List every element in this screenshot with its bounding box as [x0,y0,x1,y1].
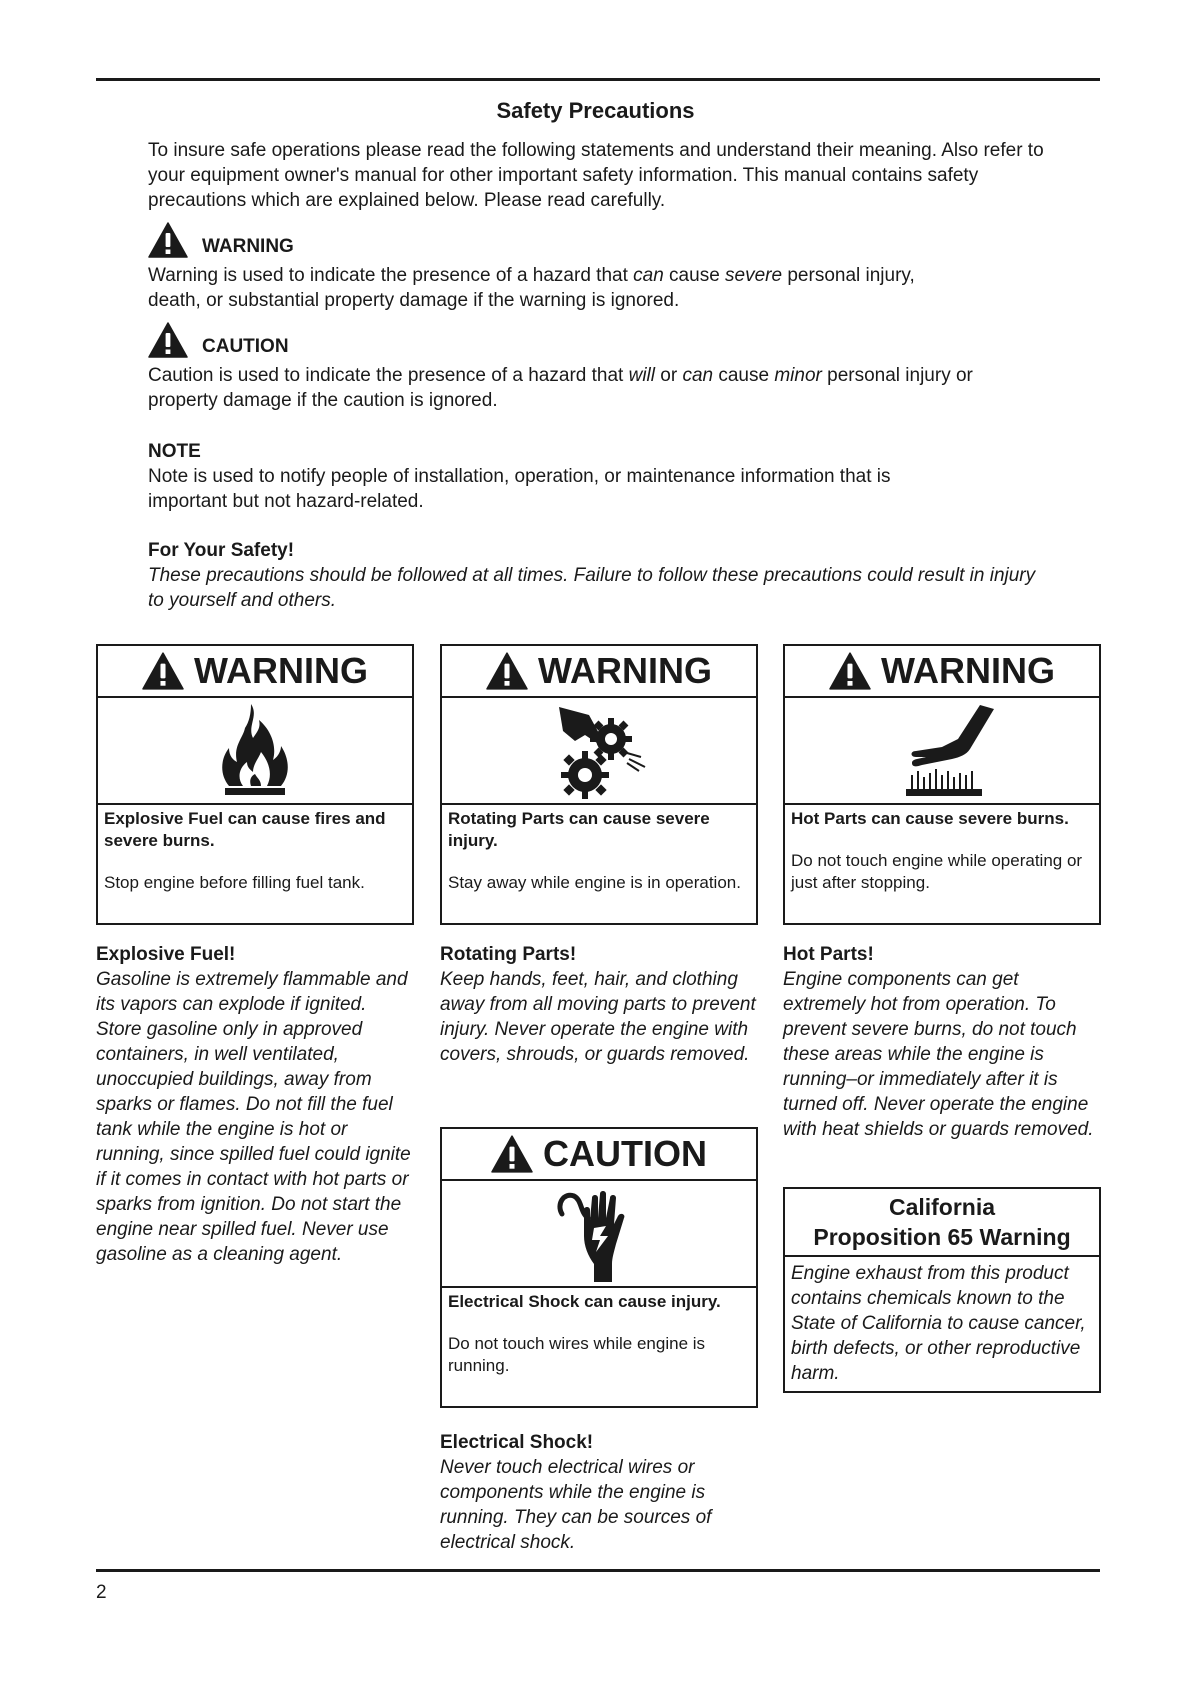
warning-def-part: personal injury, death, or substantial property damage if the warning is ignored. [148,265,915,311]
warning-sign-explosive-fuel [96,644,414,925]
intro-paragraph: To insure safe operations please read the following statements and understand their meaning. Also refer to your equipment owner's manual for other important safety information. This manual contains safety precautions which are explained below. Please read carefully. [148,140,1044,211]
detail-text: Engine components can get extremely hot from operation. To prevent severe burns, do not touch these areas while the engine is running–or immediately after it is turned off. Never operate the engine with heat shields or guards removed. [783,969,1094,1140]
detail-hot-parts [783,942,1103,1142]
warning-def-emphasis: severe [725,265,783,286]
sign-header-label: WARNING [881,650,1055,691]
sign-pictogram [785,698,1099,805]
alert-triangle-icon [142,652,184,690]
caution-def-part: or [654,365,683,386]
detail-heading: Electrical Shock! [440,1432,594,1453]
caution-def-part: Caution is used to indicate the presence of a hazard that [148,365,629,386]
sign-header [98,646,412,698]
caution-def-emphasis: will [628,365,655,386]
california-prop65-title [785,1189,1099,1257]
rotating-gears-icon [549,701,649,801]
sign-bold-text: Electrical Shock can cause injury. [448,1292,721,1311]
caution-def-part: cause [713,365,775,386]
sign-bold-text: Rotating Parts can cause severe injury. [448,809,710,850]
sign-text [442,805,756,898]
caution-definition-heading [148,322,289,358]
warning-definition-text [148,263,968,313]
safety-label: For Your Safety! [148,540,295,561]
caution-alert-icon [148,322,188,358]
detail-rotating-parts [440,942,758,1067]
warning-label: WARNING [202,236,294,257]
page-title: Safety Precautions [496,98,695,123]
caution-def-part: personal injury or property damage if the caution is ignored. [148,365,973,411]
california-title-line: California [888,1194,996,1220]
alert-triangle-icon [829,652,871,690]
detail-text: Never touch electrical wires or components while the engine is running. They can be sources of electrical shock. [440,1457,712,1553]
detail-text: Gasoline is extremely flammable and its vapors can explode if ignited. Store gasoline only in approved containers, in well ventilated, unoccupied buildings, away from sparks or flames. Do not fill the fuel tank while the engine is hot or running, since spilled fuel could ignite if it comes in contact with hot parts or sparks from ignition. Do not start the engine near spilled fuel. Never use gasoline as a cleaning agent. [96,969,411,1265]
sign-instruction: Stop engine before filling fuel tank. [104,873,365,892]
california-prop65-box [783,1187,1101,1393]
caution-sign-electrical-shock [440,1127,758,1408]
sign-instruction: Do not touch engine while operating or just after stopping. [791,851,1083,892]
top-rule [96,78,1100,81]
flame-icon [215,702,295,800]
alert-triangle-icon [486,652,528,690]
detail-text: Keep hands, feet, hair, and clothing away from all moving parts to prevent injury. Never operate the engine with covers, shrouds, or guards removed. [440,969,756,1065]
detail-heading: Explosive Fuel! [96,944,236,965]
sign-pictogram [442,1181,756,1288]
sign-header-label: WARNING [194,650,368,691]
warning-definition-heading [148,222,294,258]
safety-text: These precautions should be followed at all times. Failure to follow these precautions could result in injury to yourself and others. [148,565,1036,611]
detail-heading: Hot Parts! [783,944,874,965]
detail-explosive-fuel [96,942,414,1267]
note-text: Note is used to notify people of installation, operation, or maintenance information that is important but not hazard-related. [148,466,891,512]
sign-pictogram [442,698,756,805]
warning-def-part: Warning is used to indicate the presence of a hazard that [148,265,634,286]
detail-electrical-shock [440,1430,758,1555]
warning-def-part: cause [663,265,726,286]
sign-text [785,805,1099,898]
warning-sign-hot-parts [783,644,1101,925]
sign-bold-text: Explosive Fuel can cause fires and severe burns. [104,809,386,850]
caution-def-emphasis: can [682,365,714,386]
warning-def-emphasis: can [633,265,664,286]
page-number: 2 [96,1582,107,1603]
sign-instruction: Stay away while engine is in operation. [448,873,741,892]
caution-label: CAUTION [202,336,289,357]
sign-bold-text: Hot Parts can cause severe burns. [791,809,1069,828]
sign-header [442,646,756,698]
caution-definition-text [148,363,998,413]
sign-text [442,1288,756,1381]
alert-triangle-icon [491,1135,533,1173]
sign-header [442,1129,756,1181]
detail-heading: Rotating Parts! [440,944,577,965]
california-title-line: Proposition 65 Warning [813,1224,1071,1250]
note-label: NOTE [148,441,201,462]
sign-text [98,805,412,898]
warning-sign-rotating-parts [440,644,758,925]
warning-alert-icon [148,222,188,258]
electric-shock-icon [554,1184,644,1284]
sign-header [785,646,1099,698]
sign-pictogram [98,698,412,805]
bottom-rule [96,1569,1100,1572]
sign-header-label: WARNING [538,650,712,691]
caution-def-emphasis: minor [774,365,822,386]
sign-instruction: Do not touch wires while engine is running. [448,1334,706,1375]
california-prop65-text: Engine exhaust from this product contains chemicals known to the State of California to cause cancer, birth defects, or other reproductive harm. [791,1263,1086,1384]
sign-header-label: CAUTION [543,1133,707,1174]
hot-surface-icon [882,701,1002,801]
